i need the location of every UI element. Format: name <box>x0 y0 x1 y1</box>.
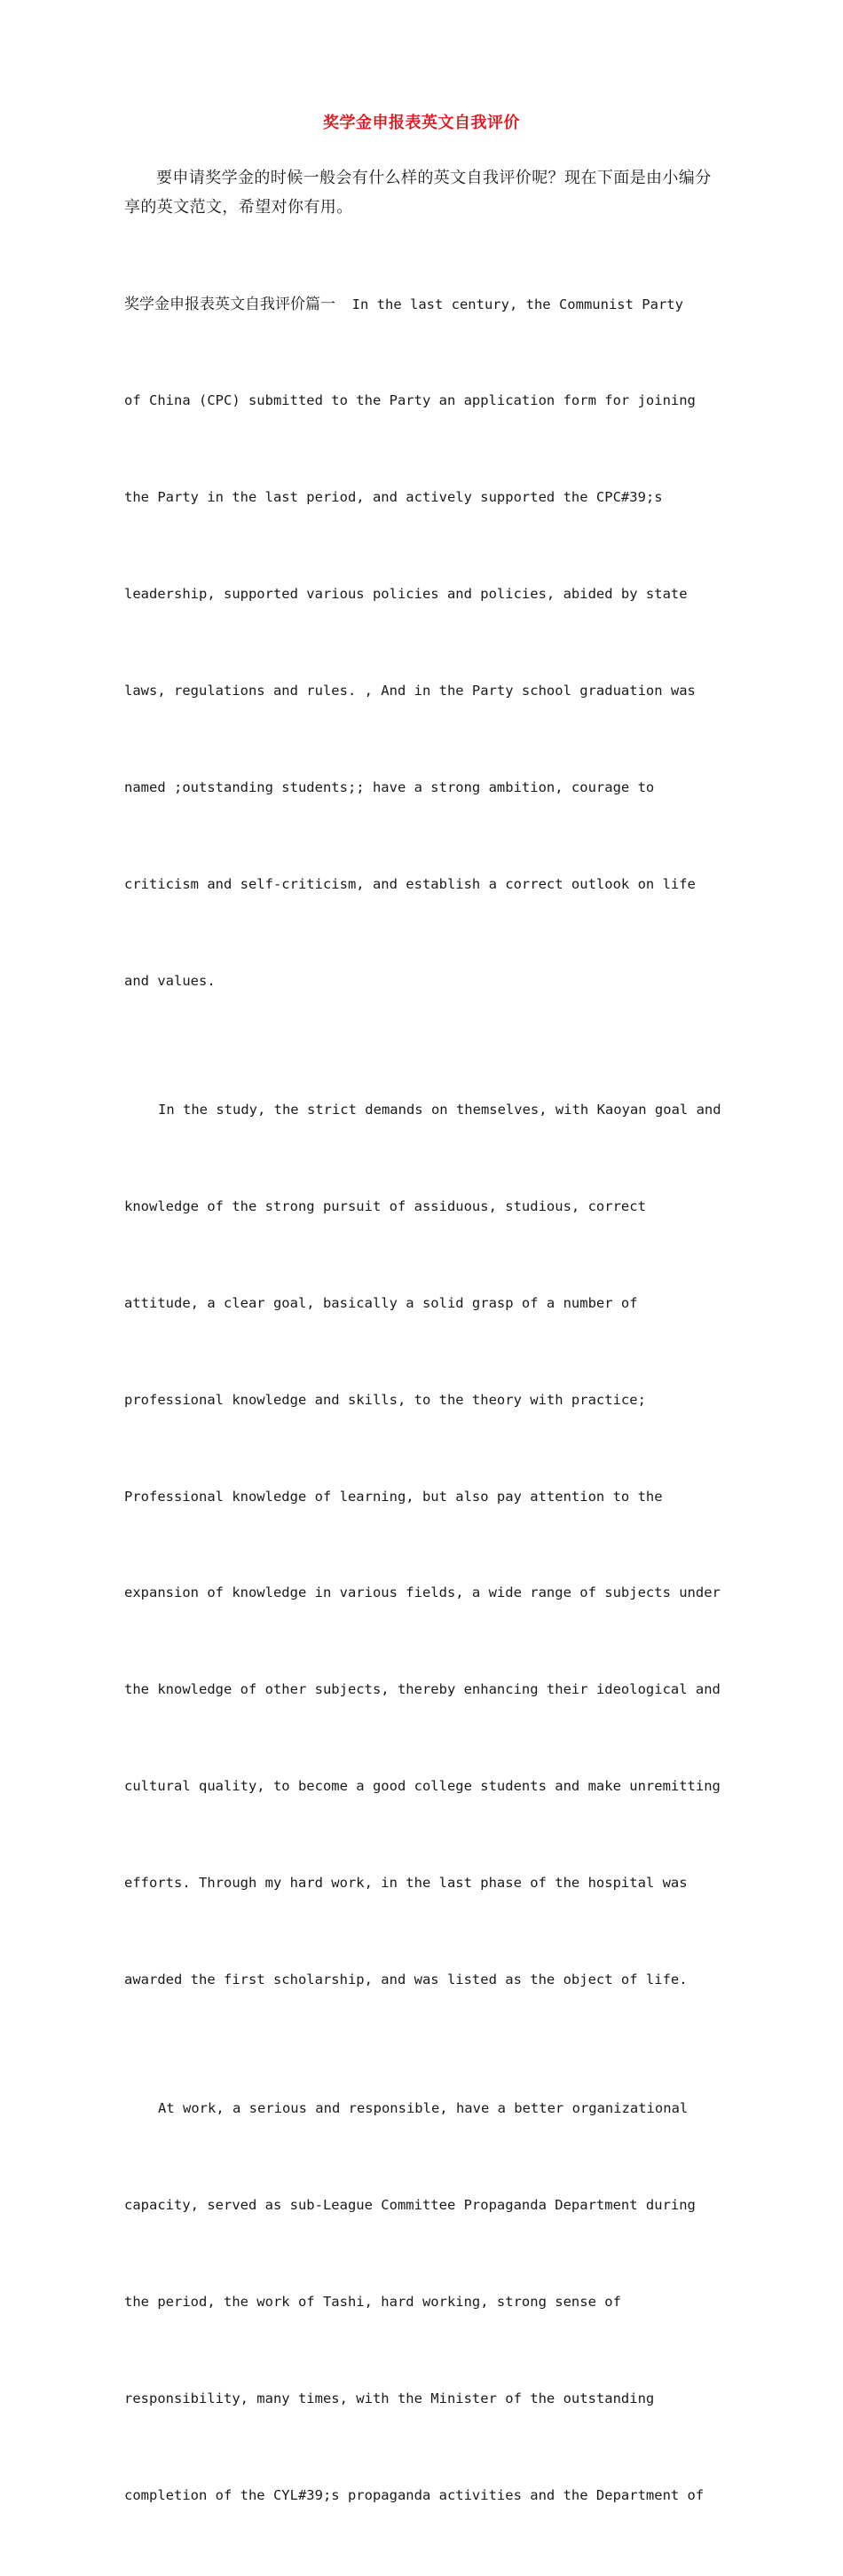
text-line: Professional knowledge of learning, but also pay attention to the <box>124 1488 663 1505</box>
text-line: attitude, a clear goal, basically a solid grasp of a number of <box>124 1294 638 1311</box>
section-heading: 奖学金申报表英文自我评价篇一 <box>124 295 335 313</box>
text-line: knowledge of the strong pursuit of assiduous, studious, correct <box>124 1197 646 1214</box>
section-line <box>124 288 723 320</box>
text-line: leadership, supported various policies and policies, abided by state <box>124 586 688 603</box>
text-line: awarded the first scholarship, and was listed as the object of life. <box>124 1972 688 1988</box>
text-line: the period, the work of Tashi, hard working, strong sense of <box>124 2294 621 2310</box>
text-line: laws, regulations and rules. , And in the Party school graduation was <box>124 683 696 699</box>
text-line: responsibility, many times, with the Minister of the outstanding <box>124 2390 655 2406</box>
text-line: cultural quality, to become a good college students and make unremitting <box>124 1778 721 1795</box>
text-line: the Party in the last period, and actively supported the CPC#39;s <box>124 489 663 506</box>
text-line: criticism and self-criticism, and establish a correct outlook on life <box>124 875 696 892</box>
text-line: the knowledge of other subjects, thereby enhancing their ideological and <box>124 1681 721 1698</box>
text-line: In the study, the strict demands on themselves, with Kaoyan goal and <box>158 1102 721 1118</box>
text-line: professional knowledge and skills, to the theory with practice; <box>124 1391 646 1408</box>
document-title: 奖学金申报表英文自我评价 <box>323 114 520 132</box>
text-line: completion of the CYL#39;s propaganda activities and the Department of <box>124 2486 705 2503</box>
text-line: At work, a serious and responsible, have a better organizational <box>158 2100 689 2117</box>
body-text <box>124 224 723 2576</box>
text-line: of China (CPC) submitted to the Party an application form for joining <box>124 392 696 409</box>
text-line: In the last century, the Communist Party <box>335 296 683 312</box>
text-line: efforts. Through my hard work, in the last phase of the hospital was <box>124 1875 688 1892</box>
text-line: and values. <box>124 972 216 989</box>
text-line: capacity, served as sub-League Committee Propaganda Department during <box>124 2197 696 2214</box>
text-line: expansion of knowledge in various fields, a wide range of subjects under <box>124 1584 721 1601</box>
intro-paragraph: 要申请奖学金的时候一般会有什么样的英文自我评价呢？现在下面是由小编分享的英文范文，希望对你有用。 <box>124 169 712 217</box>
text-line: named ;outstanding students;; have a strong ambition, courage to <box>124 779 655 796</box>
